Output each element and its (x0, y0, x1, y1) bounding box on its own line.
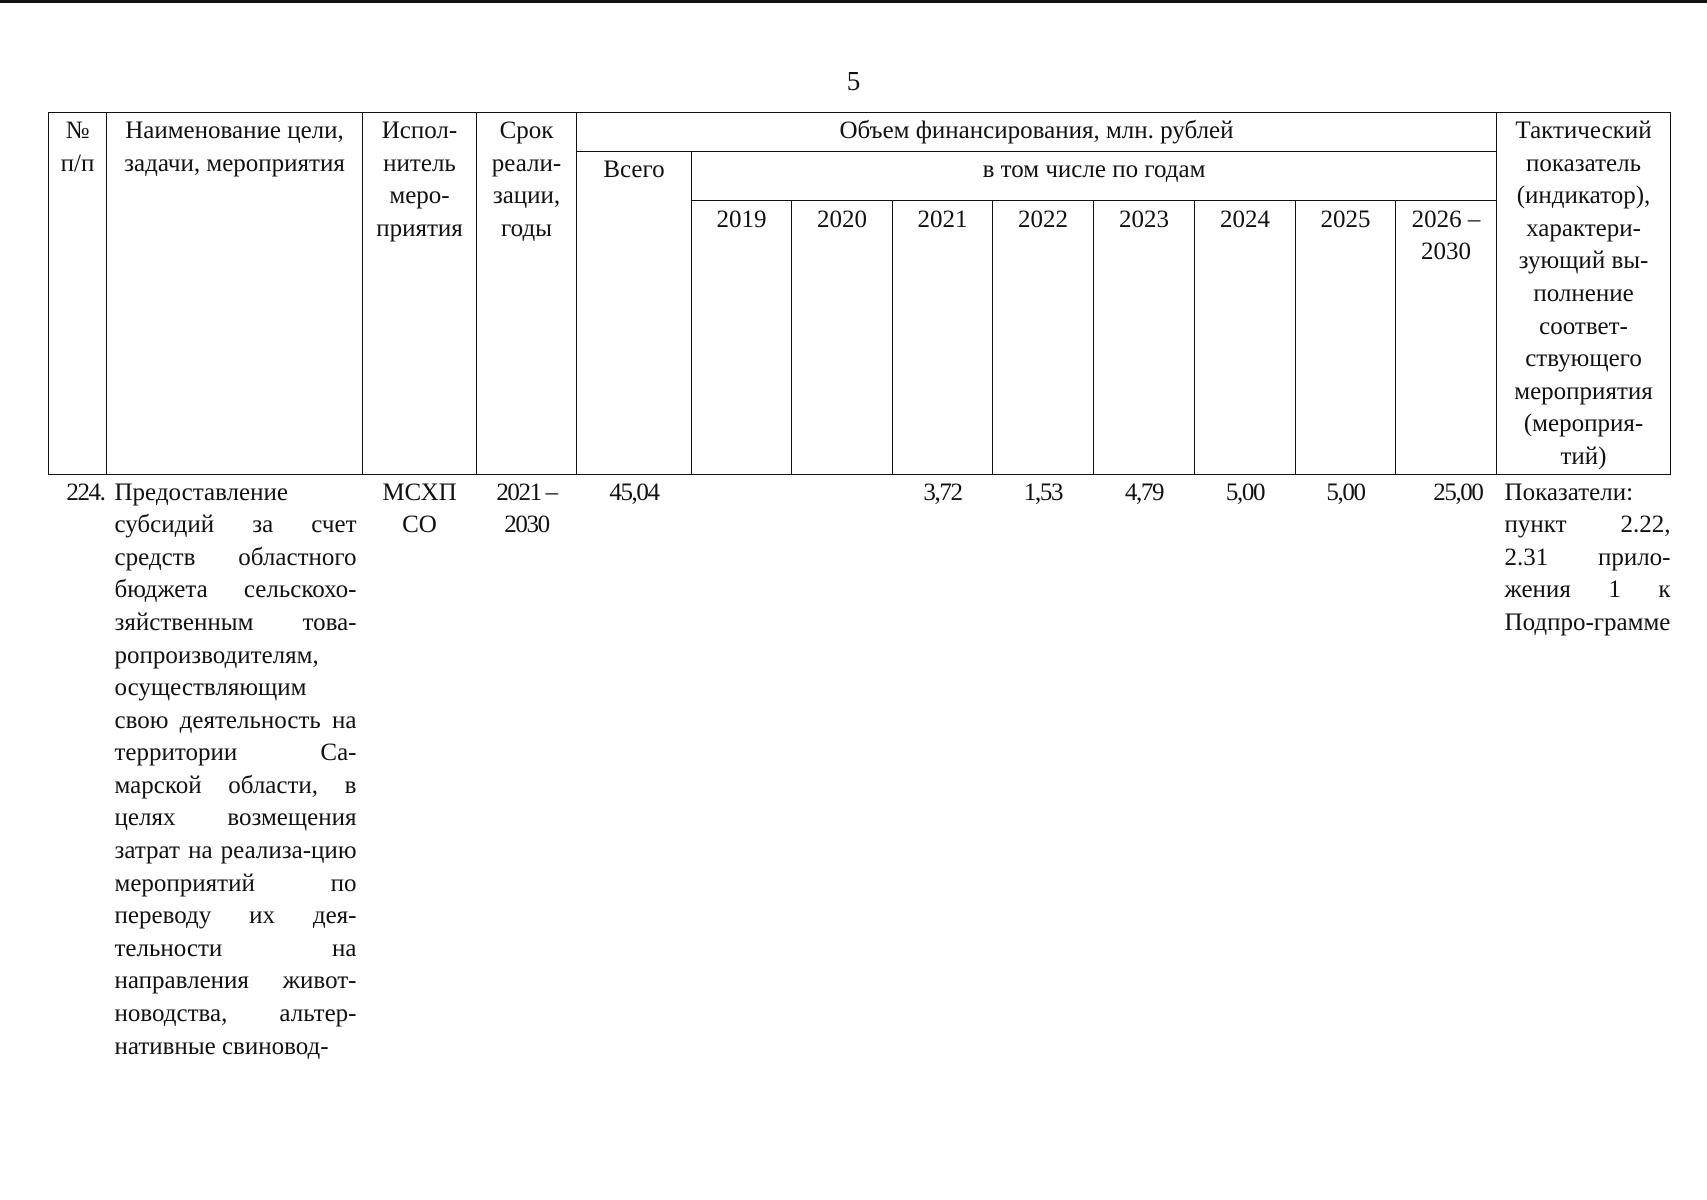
header-year-2022: 2022 (993, 200, 1094, 474)
header-year-2021: 2021 (893, 200, 993, 474)
header-by-years: в том числе по годам (692, 152, 1497, 201)
header-num: № п/п (49, 113, 107, 475)
row-value-2023: 4,79 (1094, 474, 1195, 1063)
row-value-2022: 1,53 (993, 474, 1094, 1063)
row-num: 224. (49, 474, 107, 1063)
row-name: Предоставление субсидий за счет средств областного бюджета сельскохо-зяйственным това-ропроизводителям, осуществляющим свою деятельность на территории Са-марской области, в целях возмещения затрат на реализа-цию мероприятий по переводу их дея-тельности на направления живот-новодства, альтер-нативные свиновод- (107, 474, 363, 1063)
header-name: Наименование цели, задачи, мероприятия (107, 113, 363, 475)
top-border-line (0, 0, 1707, 3)
header-total: Всего (577, 152, 692, 475)
row-value-2024: 5,00 (1195, 474, 1296, 1063)
row-value-2019 (692, 474, 792, 1063)
header-executor: Испол-нитель меро-приятия (363, 113, 477, 475)
row-indicator: Показатели: пункт 2.22, 2.31 прило-жения 1 к Подпро-грамме (1497, 474, 1671, 1063)
row-value-2026-2030: 25,00 (1396, 474, 1497, 1063)
row-value-2020 (792, 474, 893, 1063)
header-year-2020: 2020 (792, 200, 893, 474)
row-value-2021: 3,72 (893, 474, 993, 1063)
header-year-2026-2030: 2026 – 2030 (1396, 200, 1497, 474)
header-year-2024: 2024 (1195, 200, 1296, 474)
row-term: 2021 – 2030 (477, 474, 577, 1063)
table-row (49, 474, 1671, 1063)
header-year-2023: 2023 (1094, 200, 1195, 474)
page-number: 5 (846, 66, 861, 96)
header-term: Срок реали-зации, годы (477, 113, 577, 475)
row-total: 45,04 (577, 474, 692, 1063)
header-funding: Объем финансирования, млн. рублей (577, 113, 1497, 152)
header-year-2019: 2019 (692, 200, 792, 474)
header-year-2025: 2025 (1296, 200, 1396, 474)
row-executor: МСХП СО (363, 474, 477, 1063)
header-indicator: Тактический показатель (индикатор), характери-зующий вы-полнение соответ-ствующего мероприятия (мероприя-тий) (1497, 113, 1671, 475)
row-value-2025: 5,00 (1296, 474, 1396, 1063)
funding-table (48, 112, 1671, 1063)
